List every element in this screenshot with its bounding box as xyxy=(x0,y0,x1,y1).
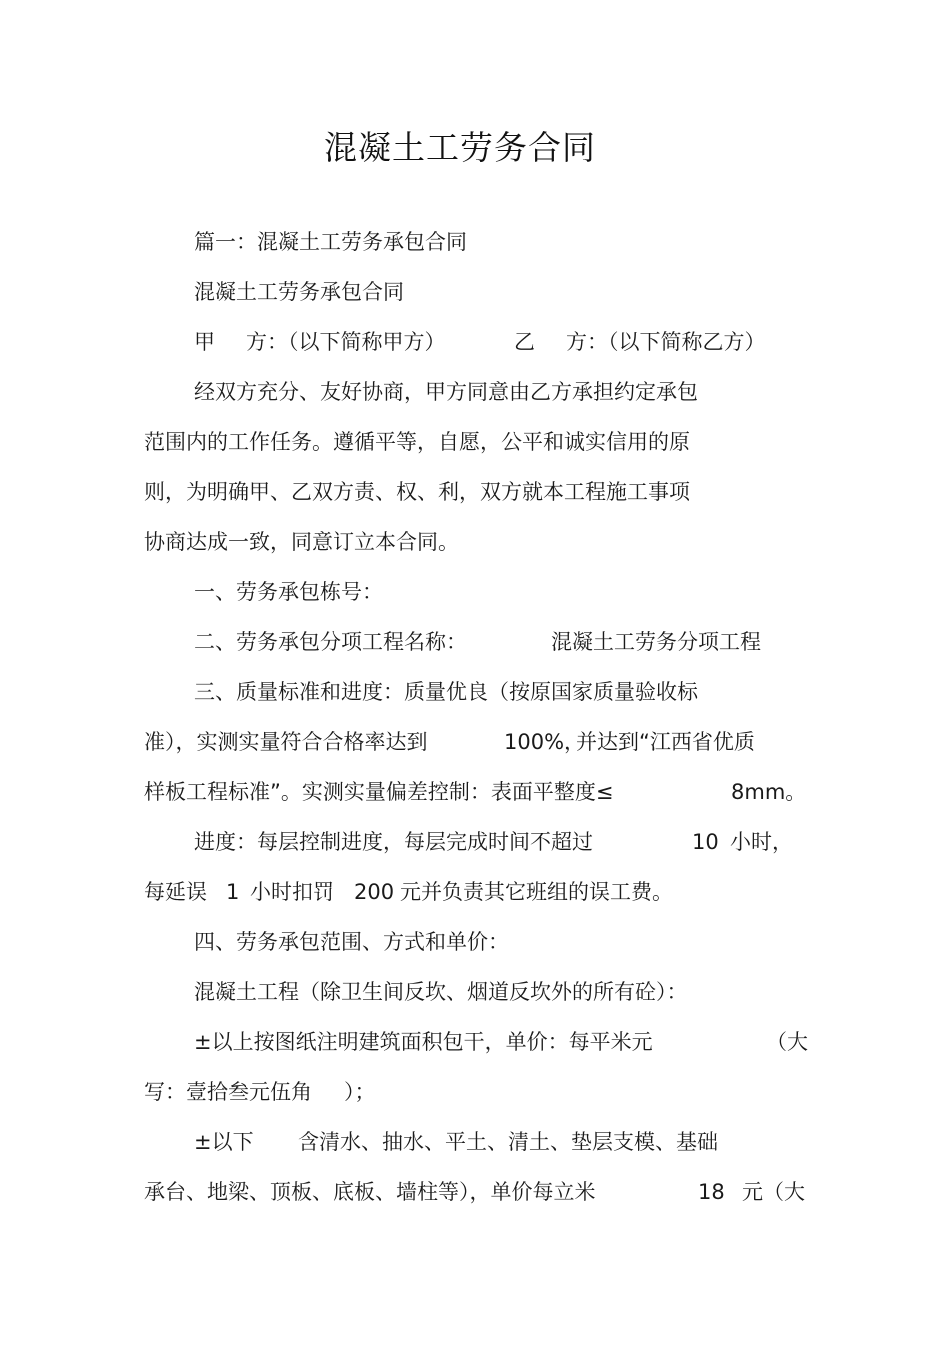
party-a-desc: 方：（以下简称甲方） xyxy=(246,330,446,354)
heading-part-one xyxy=(194,227,467,257)
text-segment: ±以下 xyxy=(194,1130,254,1154)
section-four-heading xyxy=(194,927,509,957)
text-segment: 写：壹拾叁元伍角 xyxy=(144,1080,312,1104)
text-segment: 三、质量标准和进度：质量优良（按原国家质量验收标 xyxy=(194,680,698,704)
body-line xyxy=(194,977,688,1007)
text-segment: 承台、地梁、顶板、底板、墙柱等），单价每立米 xyxy=(144,1180,596,1204)
party-b-label: 乙 xyxy=(514,330,535,354)
text-segment: ）； xyxy=(344,1080,376,1104)
contract-subtitle xyxy=(194,277,404,307)
text-segment: （大 xyxy=(766,1030,808,1054)
text-segment: 四、劳务承包范围、方式和单价： xyxy=(194,930,509,954)
text-segment: 小时扣罚 xyxy=(250,880,334,904)
body-line xyxy=(144,477,690,507)
text-segment: 准），实测实量符合合格率达到 xyxy=(144,730,428,754)
party-b-desc: 方：（以下简称乙方） xyxy=(566,330,766,354)
text-segment: 每延误 xyxy=(144,880,207,904)
hours-value: 10 xyxy=(692,830,719,854)
unit-price-value: 18 xyxy=(698,1180,725,1204)
penalty-amount-value: 200 xyxy=(354,880,395,904)
section-one-heading xyxy=(194,577,383,607)
project-name-value: 混凝土工劳务分项工程 xyxy=(551,630,761,654)
text-segment: 混凝土工劳务承包合同 xyxy=(194,280,404,304)
text-segment: 含清水、抽水、平土、清土、垫层支模、基础 xyxy=(298,1130,718,1154)
text-segment: 进度：每层控制进度，每层完成时间不超过 xyxy=(194,830,593,854)
pass-rate-value: 100%， xyxy=(504,730,586,754)
text-segment: ±以上按图纸注明建筑面积包干，单价：每平米元 xyxy=(194,1030,653,1054)
text-segment: 则，为明确甲、乙双方责、权、利，双方就本工程施工事项 xyxy=(144,480,690,504)
text-segment: 混凝土工程（除卫生间反坎、烟道反坎外的所有砼）： xyxy=(194,980,688,1004)
flatness-value: 8mm。 xyxy=(731,780,807,804)
text-segment: 元并负责其它班组的误工费。 xyxy=(400,880,673,904)
text-segment: 并达到“江西省优质 xyxy=(576,730,755,754)
body-line xyxy=(194,377,698,407)
body-line xyxy=(144,527,459,557)
section-three-heading xyxy=(194,677,698,707)
party-a-label: 甲 xyxy=(194,330,215,354)
text-segment: 范围内的工作任务。遵循平等，自愿，公平和诚实信用的原 xyxy=(144,430,690,454)
text-segment: 元（大 xyxy=(742,1180,805,1204)
text-segment: 协商达成一致，同意订立本合同。 xyxy=(144,530,459,554)
delay-hours-value: 1 xyxy=(226,880,240,904)
text-segment: 二、劳务承包分项工程名称： xyxy=(194,630,467,654)
text-segment: 小时， xyxy=(730,830,793,854)
text-segment: 一、劳务承包栋号： xyxy=(194,580,383,604)
text-segment: 样板工程标准”。实测实量偏差控制：表面平整度≤ xyxy=(144,780,614,804)
document-title: 混凝土工劳务合同 xyxy=(324,128,596,167)
body-line xyxy=(144,427,690,457)
text-segment: 篇一：混凝土工劳务承包合同 xyxy=(194,230,467,254)
text-segment: 经双方充分、友好协商，甲方同意由乙方承担约定承包 xyxy=(194,380,698,404)
